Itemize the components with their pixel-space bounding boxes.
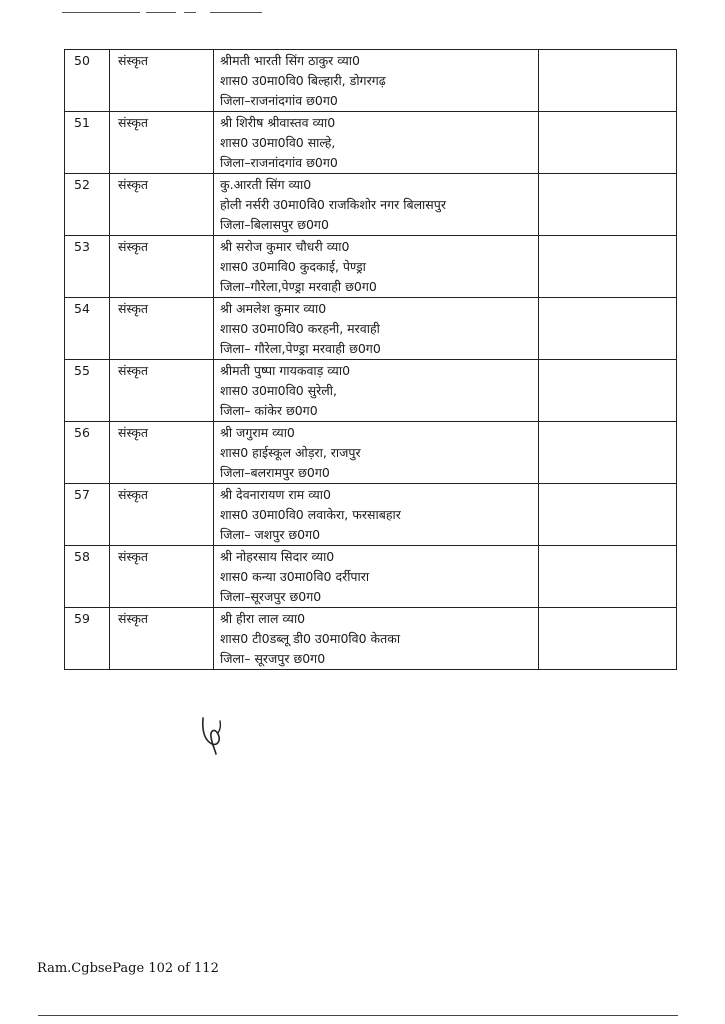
subject-cell: संस्कृत bbox=[110, 484, 214, 546]
remarks-cell bbox=[539, 112, 677, 174]
detail-line: श्री जगुराम व्या0 bbox=[220, 425, 295, 440]
table-row bbox=[65, 174, 677, 236]
table-row bbox=[65, 236, 677, 298]
detail-line: जिला–बलरामपुर छ0ग0 bbox=[220, 465, 330, 480]
serial-number-cell: 55 bbox=[65, 360, 110, 422]
detail-line: जिला– कांकेर छ0ग0 bbox=[220, 403, 318, 418]
table-row bbox=[65, 112, 677, 174]
detail-line: जिला–सूरजपुर छ0ग0 bbox=[220, 589, 322, 604]
detail-line: श्री देवनारायण राम व्या0 bbox=[220, 487, 331, 502]
detail-line: शास0 उ0मा0वि0 सुरेली, bbox=[220, 383, 337, 398]
remarks-cell bbox=[539, 360, 677, 422]
detail-line: शास0 उ0मावि0 कुदकाई, पेण्ड्रा bbox=[220, 259, 366, 274]
table-row bbox=[65, 422, 677, 484]
serial-number-cell: 59 bbox=[65, 608, 110, 670]
remarks-cell bbox=[539, 546, 677, 608]
table-body bbox=[65, 50, 677, 670]
subject-cell: संस्कृत bbox=[110, 50, 214, 112]
serial-number-cell: 57 bbox=[65, 484, 110, 546]
remarks-cell bbox=[539, 298, 677, 360]
table-row bbox=[65, 546, 677, 608]
remarks-cell bbox=[539, 236, 677, 298]
teacher-details-cell bbox=[214, 360, 539, 422]
serial-number-cell: 51 bbox=[65, 112, 110, 174]
teacher-details-cell bbox=[214, 236, 539, 298]
detail-line: जिला–बिलासपुर छ0ग0 bbox=[220, 217, 329, 232]
subject-cell: संस्कृत bbox=[110, 236, 214, 298]
serial-number-cell: 50 bbox=[65, 50, 110, 112]
detail-line: शास0 उ0मा0वि0 लवाकेरा, फरसाबहार bbox=[220, 507, 401, 522]
remarks-cell bbox=[539, 484, 677, 546]
teacher-details-cell bbox=[214, 298, 539, 360]
serial-number-cell: 54 bbox=[65, 298, 110, 360]
detail-line: कु.आरती सिंग व्या0 bbox=[220, 177, 312, 192]
handwritten-initial bbox=[198, 712, 228, 756]
table-row bbox=[65, 298, 677, 360]
remarks-cell bbox=[539, 174, 677, 236]
detail-line: शास0 उ0मा0वि0 करहनी, मरवाही bbox=[220, 321, 380, 336]
footer-rule bbox=[38, 1015, 678, 1016]
teacher-details-cell bbox=[214, 546, 539, 608]
teacher-details-cell bbox=[214, 174, 539, 236]
detail-line: श्री सरोज कुमार चौधरी व्या0 bbox=[220, 239, 350, 254]
subject-cell: संस्कृत bbox=[110, 360, 214, 422]
detail-line: जिला– गौरेला,पेण्ड्रा मरवाही छ0ग0 bbox=[220, 341, 381, 356]
page-footer: Ram.CgbsePage 102 of 112 bbox=[37, 961, 219, 976]
serial-number-cell: 56 bbox=[65, 422, 110, 484]
serial-number-cell: 53 bbox=[65, 236, 110, 298]
table-row bbox=[65, 484, 677, 546]
subject-cell: संस्कृत bbox=[110, 112, 214, 174]
detail-line: श्रीमती पुष्पा गायकवाड़ व्या0 bbox=[220, 363, 351, 378]
subject-cell: संस्कृत bbox=[110, 298, 214, 360]
subject-cell: संस्कृत bbox=[110, 174, 214, 236]
teacher-details-cell bbox=[214, 422, 539, 484]
table-row bbox=[65, 360, 677, 422]
serial-number-cell: 58 bbox=[65, 546, 110, 608]
detail-line: शास0 उ0मा0वि0 बिल्हारी, डोगरगढ़ bbox=[220, 73, 386, 88]
teacher-details-cell bbox=[214, 112, 539, 174]
teacher-table bbox=[64, 49, 676, 670]
table-row bbox=[65, 50, 677, 112]
table-row bbox=[65, 608, 677, 670]
teacher-details-cell bbox=[214, 608, 539, 670]
detail-line: श्री अमलेश कुमार व्या0 bbox=[220, 301, 327, 316]
detail-line: जिला–राजनांदगांव छ0ग0 bbox=[220, 93, 338, 108]
detail-line: शास0 टी0डब्लू डी0 उ0मा0वि0 केतका bbox=[220, 631, 401, 646]
detail-line: शास0 उ0मा0वि0 साल्हे, bbox=[220, 135, 336, 150]
detail-line: शास0 हाईस्कूल ओड़रा, राजपुर bbox=[220, 445, 361, 460]
subject-cell: संस्कृत bbox=[110, 546, 214, 608]
remarks-cell bbox=[539, 422, 677, 484]
subject-cell: संस्कृत bbox=[110, 422, 214, 484]
detail-line: जिला– जशपुर छ0ग0 bbox=[220, 527, 321, 542]
detail-line: श्री हीरा लाल व्या0 bbox=[220, 611, 306, 626]
subject-cell: संस्कृत bbox=[110, 608, 214, 670]
teacher-details-cell bbox=[214, 484, 539, 546]
detail-line: होली नर्सरी उ0मा0वि0 राजकिशोर नगर बिलासपुर bbox=[220, 197, 446, 212]
detail-line: जिला– सूरजपुर छ0ग0 bbox=[220, 651, 326, 666]
serial-number-cell: 52 bbox=[65, 174, 110, 236]
detail-line: जिला–गौरेला,पेण्ड्रा मरवाही छ0ग0 bbox=[220, 279, 377, 294]
detail-line: श्री नोहरसाय सिदार व्या0 bbox=[220, 549, 335, 564]
detail-line: जिला–राजनांदगांव छ0ग0 bbox=[220, 155, 338, 170]
detail-line: श्री शिरीष श्रीवास्तव व्या0 bbox=[220, 115, 336, 130]
teacher-details-cell bbox=[214, 50, 539, 112]
header-rule bbox=[62, 12, 262, 14]
detail-line: शास0 कन्या उ0मा0वि0 दर्रीपारा bbox=[220, 569, 370, 584]
remarks-cell bbox=[539, 50, 677, 112]
detail-line: श्रीमती भारती सिंग ठाकुर व्या0 bbox=[220, 53, 360, 68]
remarks-cell bbox=[539, 608, 677, 670]
